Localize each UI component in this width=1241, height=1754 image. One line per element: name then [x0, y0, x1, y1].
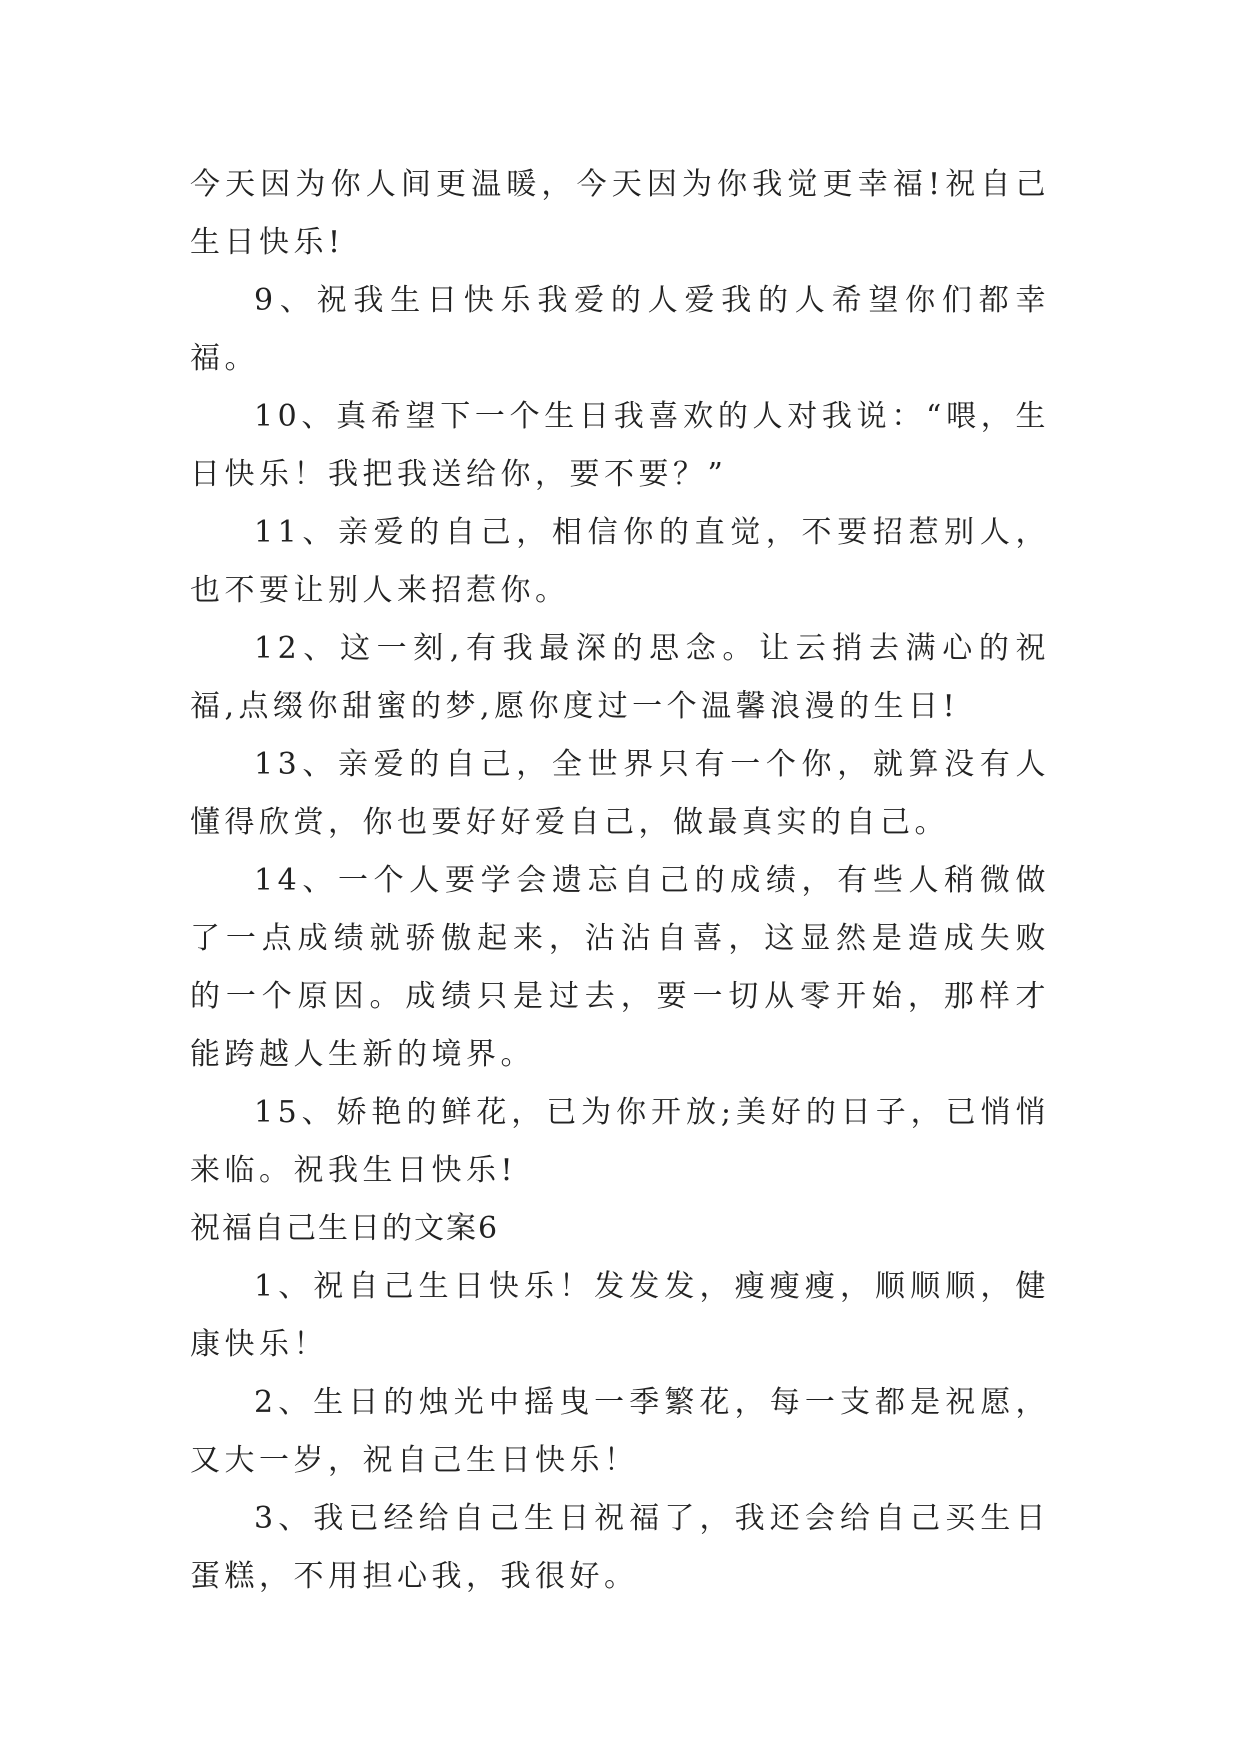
- paragraph-item-11: 11、亲爱的自己，相信你的直觉，不要招惹别人，也不要让别人来招惹你。: [190, 515, 1050, 608]
- paragraph-item-1: 1、祝自己生日快乐！发发发，瘦瘦瘦，顺顺顺，健康快乐！: [190, 1269, 1050, 1362]
- paragraph-continuation: 今天因为你人间更温暖，今天因为你我觉更幸福!祝自己生日快乐!: [190, 167, 1050, 260]
- section-heading: 祝福自己生日的文案6: [190, 1211, 500, 1246]
- paragraph-item-15: 15、娇艳的鲜花，已为你开放;美好的日子，已悄悄来临。祝我生日快乐!: [190, 1095, 1050, 1188]
- document-body: [190, 156, 1050, 1606]
- paragraph-item-3: 3、我已经给自己生日祝福了，我还会给自己买生日蛋糕，不用担心我，我很好。: [190, 1501, 1050, 1594]
- paragraph-item-2: 2、生日的烛光中摇曳一季繁花，每一支都是祝愿，又大一岁，祝自己生日快乐！: [190, 1385, 1050, 1478]
- paragraph-item-14: 14、一个人要学会遗忘自己的成绩，有些人稍微做了一点成绩就骄傲起来，沾沾自喜，这显然是造成失败的一个原因。成绩只是过去，要一切从零开始，那样才能跨越人生新的境界。: [190, 863, 1050, 1072]
- paragraph-item-9: 9、祝我生日快乐我爱的人爱我的人希望你们都幸福。: [190, 283, 1050, 376]
- paragraph-item-10: 10、真希望下一个生日我喜欢的人对我说：“喂，生日快乐！我把我送给你，要不要？”: [190, 399, 1050, 492]
- paragraph-item-13: 13、亲爱的自己，全世界只有一个你，就算没有人懂得欣赏，你也要好好爱自己，做最真实的自己。: [190, 747, 1050, 840]
- paragraph-item-12: 12、这一刻,有我最深的思念。让云捎去满心的祝福,点缀你甜蜜的梦,愿你度过一个温馨浪漫的生日!: [190, 631, 1050, 724]
